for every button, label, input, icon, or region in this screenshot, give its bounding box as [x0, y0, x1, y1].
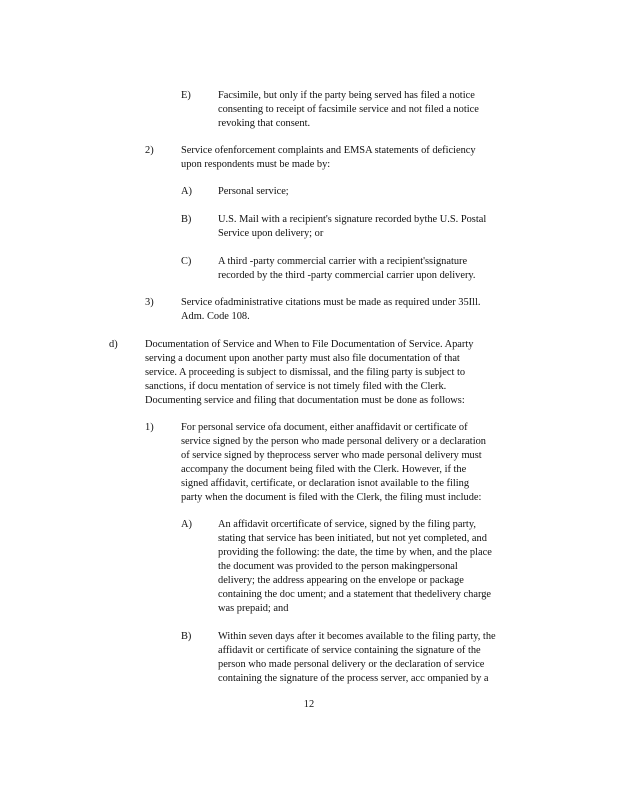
text-line: providing the following: the date, the time by when, and the place	[218, 547, 492, 558]
text-line: recorded by the third -party commercial carrier upon delivery.	[218, 270, 476, 281]
item-text-B1	[218, 213, 486, 241]
text-line: sanctions, if docu mentation of service is not timely filed with the Clerk.	[145, 381, 447, 392]
text-line: consenting to receipt of facsimile service and not filed a notice	[218, 104, 479, 115]
text-line: Documentation of Service and When to File Documentation of Service. Aparty	[145, 339, 474, 350]
item-label-2: 2)	[145, 145, 154, 156]
item-label-1: 1)	[145, 422, 154, 433]
text-line: Service ofadministrative citations must be made as required under 35Ill.	[181, 297, 481, 308]
text-line: For personal service ofa document, either anaffidavit or certificate of	[181, 422, 468, 433]
text-line: Service ofenforcement complaints and EMSA statements of deficiency	[181, 145, 476, 156]
text-line: the document was provided to the person makingpersonal	[218, 561, 458, 572]
text-line: Within seven days after it becomes available to the filing party, the	[218, 631, 496, 642]
item-label-B1: B)	[181, 214, 192, 225]
item-label-B2: B)	[181, 631, 192, 642]
item-label-A2: A)	[181, 519, 192, 530]
text-line: containing the signature of the process server, acc ompanied by a	[218, 673, 489, 684]
item-text-d	[145, 338, 473, 408]
text-line: revoking that consent.	[218, 118, 311, 129]
item-text-A1	[218, 185, 289, 199]
item-label-A1: A)	[181, 186, 192, 197]
item-text-C1	[218, 255, 476, 283]
item-text-2	[181, 144, 476, 172]
text-line: A third -party commercial carrier with a recipient'ssignature	[218, 256, 468, 267]
page-number: 12	[303, 699, 315, 710]
text-line: signed affidavit, certificate, or declaration isnot available to the filing	[181, 478, 470, 489]
text-line: person who made personal delivery or the declaration of service	[218, 659, 485, 670]
item-label-C1: C)	[181, 256, 192, 267]
text-line: serving a document upon another party must also file documentation of that	[145, 353, 460, 364]
text-line: containing the doc ument; and a statement that thedelivery charge	[218, 589, 492, 600]
text-line: Documenting service and filing that documentation must be done as follows:	[145, 395, 465, 406]
item-text-1	[181, 421, 486, 505]
item-text-B2	[218, 630, 496, 686]
text-line: affidavit or certificate of service containing the signature of the	[218, 645, 481, 656]
text-line: party when the document is filed with the Clerk, the filing must include:	[181, 492, 482, 503]
text-line: U.S. Mail with a recipient's signature recorded bythe U.S. Postal	[218, 214, 487, 225]
item-text-E	[218, 89, 479, 131]
text-line: upon respondents must be made by:	[181, 159, 331, 170]
item-label-3: 3)	[145, 297, 154, 308]
text-line: Service upon delivery; or	[218, 228, 324, 239]
text-line: Facsimile, but only if the party being served has filed a notice	[218, 90, 475, 101]
item-text-A2	[218, 518, 492, 616]
text-line: of service signed by theprocess server who made personal delivery must	[181, 450, 482, 461]
text-line: accompany the document being filed with the Clerk. However, if the	[181, 464, 467, 475]
item-text-3	[181, 296, 481, 324]
text-line: An affidavit orcertificate of service, signed by the filing party,	[218, 519, 476, 530]
text-line: delivery; the address appearing on the envelope or package	[218, 575, 464, 586]
text-line: was prepaid; and	[218, 603, 289, 614]
text-line: service. A proceeding is subject to dismissal, and the filing party is subject to	[145, 367, 466, 378]
text-line: service signed by the person who made personal delivery or a declaration	[181, 436, 486, 447]
text-line: stating that service has been initiated, but not yet completed, and	[218, 533, 487, 544]
item-label-E: E)	[181, 90, 191, 101]
text-line: Personal service;	[218, 186, 289, 197]
text-line: Adm. Code 108.	[181, 311, 250, 322]
item-label-d: d)	[109, 339, 118, 350]
